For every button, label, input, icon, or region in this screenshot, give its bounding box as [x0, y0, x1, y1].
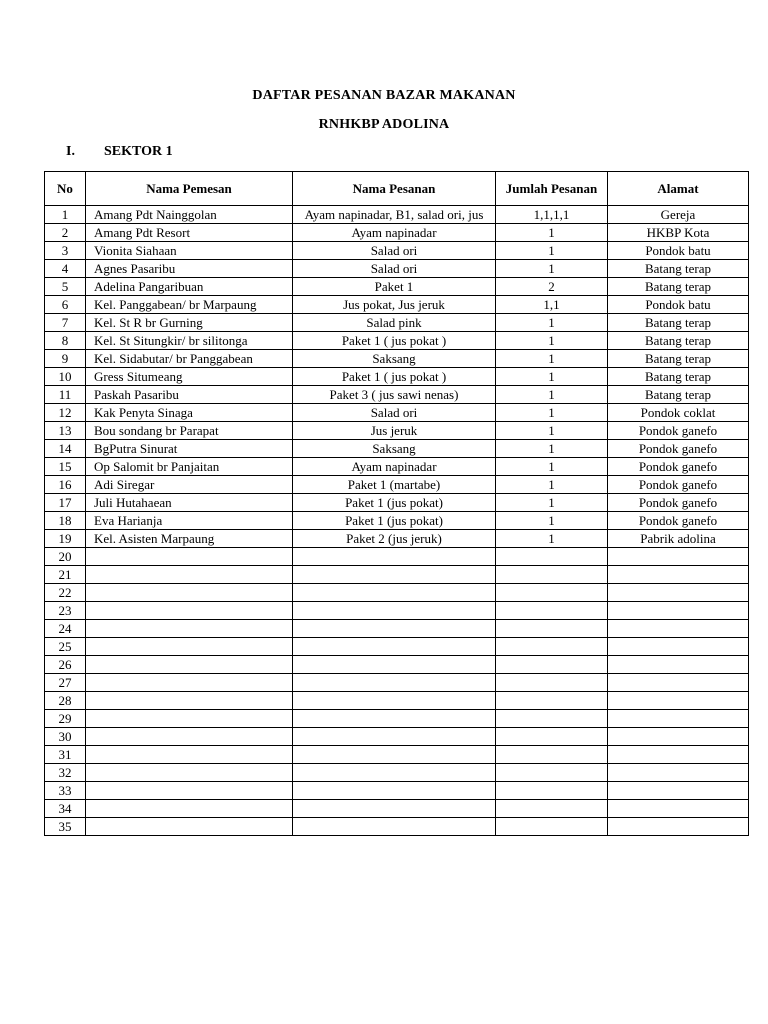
order-name: Paket 1 (jus pokat) [293, 494, 496, 512]
row-number: 23 [45, 602, 86, 620]
order-quantity [496, 674, 608, 692]
customer-name: Vionita Siahaan [86, 242, 293, 260]
table-row [45, 494, 749, 512]
address [608, 584, 749, 602]
order-name [293, 710, 496, 728]
table-row [45, 710, 749, 728]
order-quantity [496, 584, 608, 602]
table-row [45, 530, 749, 548]
row-number: 6 [45, 296, 86, 314]
table-row [45, 440, 749, 458]
address: Batang terap [608, 278, 749, 296]
header-no: No [45, 172, 86, 206]
order-name [293, 818, 496, 836]
order-quantity [496, 602, 608, 620]
customer-name [86, 692, 293, 710]
table-row [45, 818, 749, 836]
order-quantity [496, 548, 608, 566]
address: Batang terap [608, 314, 749, 332]
order-quantity [496, 710, 608, 728]
order-quantity: 1 [496, 260, 608, 278]
address: Batang terap [608, 260, 749, 278]
order-quantity [496, 800, 608, 818]
order-name: Paket 1 (jus pokat) [293, 512, 496, 530]
address: HKBP Kota [608, 224, 749, 242]
address [608, 674, 749, 692]
order-quantity [496, 818, 608, 836]
row-number: 20 [45, 548, 86, 566]
address [608, 710, 749, 728]
row-number: 27 [45, 674, 86, 692]
order-name [293, 638, 496, 656]
address [608, 638, 749, 656]
customer-name [86, 782, 293, 800]
order-name [293, 674, 496, 692]
table-row [45, 764, 749, 782]
address [608, 800, 749, 818]
order-name [293, 728, 496, 746]
order-name [293, 800, 496, 818]
section-number: I. [66, 144, 75, 159]
table-row [45, 566, 749, 584]
address [608, 782, 749, 800]
address [608, 728, 749, 746]
table-row [45, 332, 749, 350]
table-row [45, 314, 749, 332]
order-quantity [496, 764, 608, 782]
customer-name: Bou sondang br Parapat [86, 422, 293, 440]
table-row [45, 242, 749, 260]
address [608, 818, 749, 836]
row-number: 10 [45, 368, 86, 386]
row-number: 31 [45, 746, 86, 764]
table-row [45, 692, 749, 710]
customer-name [86, 566, 293, 584]
order-quantity [496, 638, 608, 656]
table-header-row [45, 172, 749, 206]
table-row [45, 278, 749, 296]
table-row [45, 458, 749, 476]
order-quantity: 1 [496, 494, 608, 512]
order-quantity: 1,1 [496, 296, 608, 314]
row-number: 12 [45, 404, 86, 422]
address: Pabrik adolina [608, 530, 749, 548]
row-number: 33 [45, 782, 86, 800]
order-name: Paket 2 (jus jeruk) [293, 530, 496, 548]
order-quantity: 1 [496, 386, 608, 404]
table-row [45, 422, 749, 440]
order-quantity: 1,1,1,1 [496, 206, 608, 224]
customer-name [86, 728, 293, 746]
order-quantity: 1 [496, 530, 608, 548]
order-quantity: 1 [496, 332, 608, 350]
order-name [293, 548, 496, 566]
customer-name: Agnes Pasaribu [86, 260, 293, 278]
address: Pondok ganefo [608, 512, 749, 530]
customer-name [86, 548, 293, 566]
table-row [45, 476, 749, 494]
order-quantity [496, 566, 608, 584]
address: Pondok ganefo [608, 422, 749, 440]
address: Pondok coklat [608, 404, 749, 422]
row-number: 9 [45, 350, 86, 368]
order-name: Jus jeruk [293, 422, 496, 440]
address [608, 620, 749, 638]
table-row [45, 224, 749, 242]
customer-name: Kel. Asisten Marpaung [86, 530, 293, 548]
order-quantity: 1 [496, 404, 608, 422]
address [608, 656, 749, 674]
row-number: 16 [45, 476, 86, 494]
row-number: 28 [45, 692, 86, 710]
address: Pondok ganefo [608, 476, 749, 494]
order-quantity [496, 746, 608, 764]
customer-name: Gress Situmeang [86, 368, 293, 386]
order-name: Salad ori [293, 242, 496, 260]
customer-name [86, 746, 293, 764]
customer-name: Kel. Sidabutar/ br Panggabean [86, 350, 293, 368]
table-row [45, 638, 749, 656]
row-number: 3 [45, 242, 86, 260]
table-row [45, 800, 749, 818]
row-number: 25 [45, 638, 86, 656]
order-name: Jus pokat, Jus jeruk [293, 296, 496, 314]
address: Batang terap [608, 332, 749, 350]
order-name [293, 620, 496, 638]
row-number: 14 [45, 440, 86, 458]
order-table [44, 171, 749, 836]
address: Batang terap [608, 368, 749, 386]
row-number: 11 [45, 386, 86, 404]
order-quantity: 1 [496, 242, 608, 260]
address: Batang terap [608, 386, 749, 404]
header-customer-name: Nama Pemesan [86, 172, 293, 206]
address: Pondok batu [608, 296, 749, 314]
row-number: 22 [45, 584, 86, 602]
table-row [45, 260, 749, 278]
table-row [45, 386, 749, 404]
customer-name: Adelina Pangaribuan [86, 278, 293, 296]
address: Pondok ganefo [608, 458, 749, 476]
order-name: Paket 1 [293, 278, 496, 296]
customer-name: Amang Pdt Nainggolan [86, 206, 293, 224]
order-quantity: 1 [496, 476, 608, 494]
row-number: 4 [45, 260, 86, 278]
row-number: 1 [45, 206, 86, 224]
order-name: Paket 1 (martabe) [293, 476, 496, 494]
order-name [293, 764, 496, 782]
section-heading [66, 144, 173, 160]
order-name: Saksang [293, 350, 496, 368]
row-number: 5 [45, 278, 86, 296]
document-subtitle: RNHKBP ADOLINA [318, 117, 450, 132]
row-number: 32 [45, 764, 86, 782]
table-row [45, 620, 749, 638]
order-name: Paket 1 ( jus pokat ) [293, 332, 496, 350]
table-row [45, 350, 749, 368]
customer-name: Kak Penyta Sinaga [86, 404, 293, 422]
table-row [45, 746, 749, 764]
customer-name [86, 638, 293, 656]
order-name: Ayam napinadar, B1, salad ori, jus [293, 206, 496, 224]
table-row [45, 296, 749, 314]
order-quantity: 2 [496, 278, 608, 296]
row-number: 17 [45, 494, 86, 512]
table-row [45, 548, 749, 566]
order-name: Ayam napinadar [293, 458, 496, 476]
table-row [45, 584, 749, 602]
table-row [45, 656, 749, 674]
customer-name: Op Salomit br Panjaitan [86, 458, 293, 476]
customer-name [86, 620, 293, 638]
customer-name [86, 818, 293, 836]
customer-name [86, 710, 293, 728]
customer-name: Amang Pdt Resort [86, 224, 293, 242]
address [608, 692, 749, 710]
order-quantity: 1 [496, 440, 608, 458]
customer-name [86, 764, 293, 782]
row-number: 2 [45, 224, 86, 242]
customer-name: Kel. St Situngkir/ br silitonga [86, 332, 293, 350]
address: Pondok ganefo [608, 494, 749, 512]
address: Pondok ganefo [608, 440, 749, 458]
table-row [45, 728, 749, 746]
order-name: Ayam napinadar [293, 224, 496, 242]
customer-name: Kel. St R br Gurning [86, 314, 293, 332]
table-row [45, 404, 749, 422]
order-name [293, 584, 496, 602]
customer-name: Juli Hutahaean [86, 494, 293, 512]
customer-name: BgPutra Sinurat [86, 440, 293, 458]
customer-name [86, 602, 293, 620]
row-number: 8 [45, 332, 86, 350]
order-quantity [496, 782, 608, 800]
row-number: 26 [45, 656, 86, 674]
address: Batang terap [608, 350, 749, 368]
order-name [293, 782, 496, 800]
row-number: 19 [45, 530, 86, 548]
address: Gereja [608, 206, 749, 224]
table-row [45, 206, 749, 224]
customer-name [86, 800, 293, 818]
order-quantity: 1 [496, 512, 608, 530]
header-order-name: Nama Pesanan [293, 172, 496, 206]
order-quantity: 1 [496, 350, 608, 368]
row-number: 13 [45, 422, 86, 440]
order-name [293, 566, 496, 584]
order-quantity: 1 [496, 422, 608, 440]
order-quantity: 1 [496, 368, 608, 386]
row-number: 15 [45, 458, 86, 476]
order-name: Salad pink [293, 314, 496, 332]
order-name [293, 602, 496, 620]
order-quantity [496, 620, 608, 638]
row-number: 7 [45, 314, 86, 332]
address [608, 764, 749, 782]
order-quantity [496, 692, 608, 710]
address [608, 602, 749, 620]
table-row [45, 782, 749, 800]
table-row [45, 512, 749, 530]
customer-name: Adi Siregar [86, 476, 293, 494]
table-row [45, 674, 749, 692]
customer-name [86, 674, 293, 692]
order-name: Paket 1 ( jus pokat ) [293, 368, 496, 386]
row-number: 18 [45, 512, 86, 530]
table-body [45, 206, 749, 836]
order-quantity: 1 [496, 224, 608, 242]
row-number: 24 [45, 620, 86, 638]
customer-name [86, 656, 293, 674]
document-title: DAFTAR PESANAN BAZAR MAKANAN [252, 88, 516, 103]
address [608, 548, 749, 566]
order-quantity [496, 728, 608, 746]
row-number: 29 [45, 710, 86, 728]
order-name [293, 656, 496, 674]
address: Pondok batu [608, 242, 749, 260]
order-name: Paket 3 ( jus sawi nenas) [293, 386, 496, 404]
address [608, 566, 749, 584]
section-label: SEKTOR 1 [104, 144, 173, 159]
customer-name: Eva Harianja [86, 512, 293, 530]
order-name: Salad ori [293, 260, 496, 278]
order-name: Salad ori [293, 404, 496, 422]
row-number: 30 [45, 728, 86, 746]
order-quantity: 1 [496, 314, 608, 332]
table-row [45, 368, 749, 386]
order-name: Saksang [293, 440, 496, 458]
row-number: 34 [45, 800, 86, 818]
order-quantity: 1 [496, 458, 608, 476]
header-address: Alamat [608, 172, 749, 206]
order-name [293, 692, 496, 710]
table-row [45, 602, 749, 620]
row-number: 21 [45, 566, 86, 584]
address [608, 746, 749, 764]
order-quantity [496, 656, 608, 674]
customer-name [86, 584, 293, 602]
order-name [293, 746, 496, 764]
header-order-quantity: Jumlah Pesanan [496, 172, 608, 206]
customer-name: Kel. Panggabean/ br Marpaung [86, 296, 293, 314]
row-number: 35 [45, 818, 86, 836]
customer-name: Paskah Pasaribu [86, 386, 293, 404]
